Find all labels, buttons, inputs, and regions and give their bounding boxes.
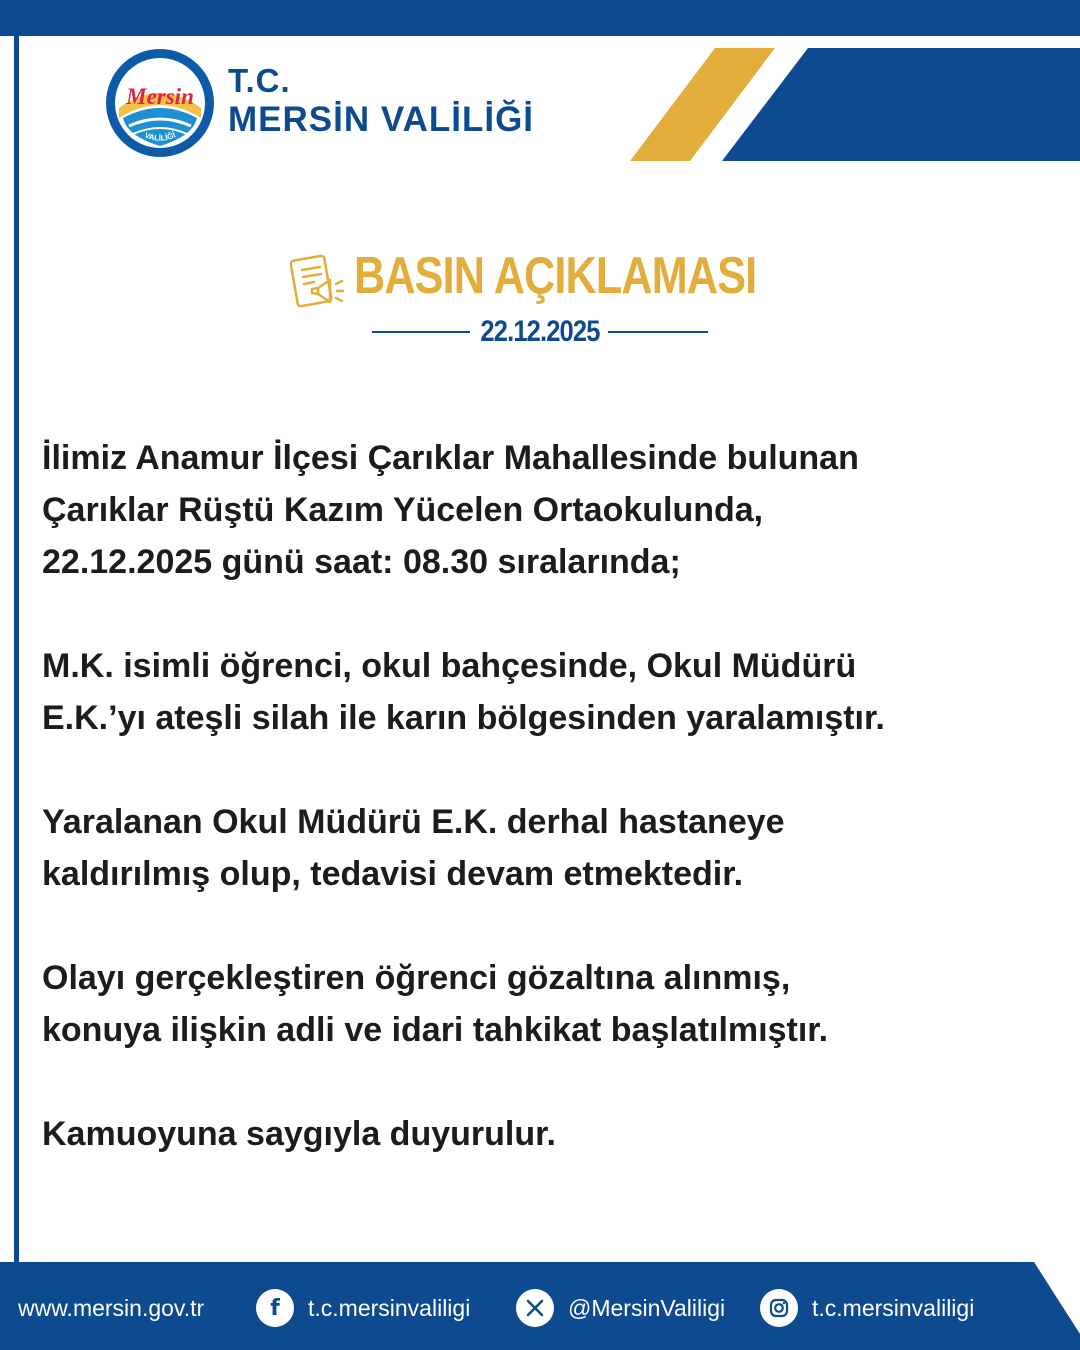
date-rule-right [608,331,708,333]
facebook-handle[interactable]: t.c.mersinvaliligi [308,1294,471,1321]
release-date: 22.12.2025 [480,315,600,348]
top-bar [0,0,1080,36]
website-link[interactable]: www.mersin.gov.tr [18,1294,205,1321]
twitter-handle[interactable]: @MersinValiligi [568,1294,726,1321]
paragraph-investigation: Olayı gerçekleştiren öğrenci gözaltına alınmış, konuya ilişkin adli ve idari tahkikat başlatılmıştır. [42,959,829,1049]
statement-body [42,432,1052,1160]
footer [0,1262,1080,1350]
footer-facebook[interactable] [256,1288,470,1328]
instagram-handle[interactable]: t.c.mersinvaliligi [812,1294,975,1321]
header-stripes [630,48,1080,164]
left-border [14,36,19,1264]
logo-ring-text: TÜRKİYE CUMHURİYETİ [122,58,199,85]
org-line2: MERSİN VALİLİĞİ [228,100,535,139]
paragraph-treatment: Yaralanan Okul Müdürü E.K. derhal hastaneye kaldırılmış olup, tedavisi devam etmektedir. [42,803,785,893]
press-release-icon [290,248,346,310]
organization-name [228,62,534,140]
footer-instagram[interactable] [760,1288,974,1328]
logo-bottom-text: VALİLİĞİ [143,130,177,143]
paragraph-incident: M.K. isimli öğrenci, okul bahçesinde, Okul Müdürü E.K.’yı ateşli silah ile karın bölgesinden yaralamıştır. [42,647,885,737]
logo-script: Mersin [126,84,194,109]
footer-website[interactable] [18,1288,204,1328]
footer-twitter[interactable] [516,1288,725,1328]
facebook-icon: f [256,1289,294,1327]
mersin-valiligi-logo [103,48,217,158]
paragraph-closing: Kamuoyuna saygıyla duyurulur. [42,1115,556,1153]
x-twitter-icon [516,1289,554,1327]
instagram-icon [760,1289,798,1327]
page-title: BASIN AÇIKLAMASI [354,247,757,305]
paragraph-incident-location: İlimiz Anamur İlçesi Çarıklar Mahallesinde bulunan Çarıklar Rüştü Kazım Yücelen Ortaokulunda, 22.12.2025 günü saat: 08.30 sıralarında; [42,439,859,581]
org-line1: T.C. [228,62,291,99]
